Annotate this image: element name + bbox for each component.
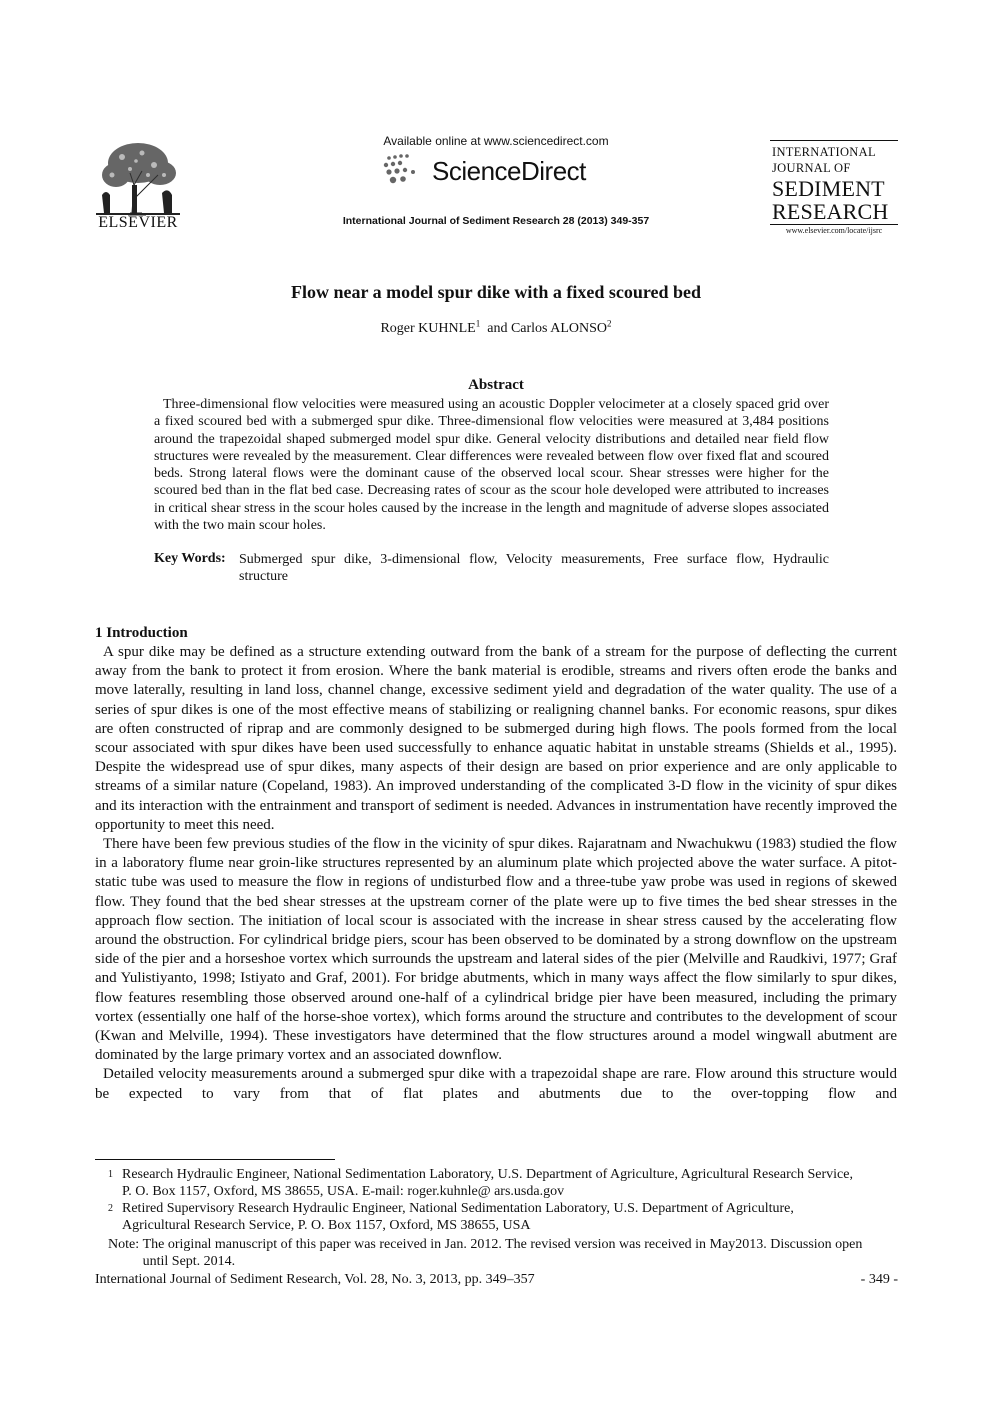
author-affiliation-mark: 2: [607, 318, 612, 329]
footnote-text: Research Hydraulic Engineer, National Sedimentation Laboratory, U.S. Department of Agriculture, Agricultural Research Service, P. O. Box 1157, Oxford, MS 38655, USA. E-mail: roger.kuhnle@ ars.usda.gov: [122, 1167, 853, 1199]
journal-logo-top-rule: [770, 140, 898, 141]
keywords-label: Key Words:: [154, 551, 226, 566]
journal-logo-line-3: SEDIMENT: [772, 176, 885, 201]
author-joiner: and: [487, 321, 508, 336]
author-affiliation-mark: 1: [475, 318, 481, 329]
journal-logo-line-4: RESEARCH: [772, 199, 889, 224]
journal-logo-line-2: JOURNAL OF: [772, 161, 851, 175]
keywords-text: Submerged spur dike, 3-dimensional flow, Velocity measurements, Free surface flow, Hydraulic structure: [239, 552, 829, 585]
page-number: - 349 -: [860, 1272, 898, 1287]
footnote-rule: [95, 1159, 335, 1160]
section-heading: 1 Introduction: [95, 625, 188, 641]
available-online-text: Available online at www.sciencedirect.com: [383, 134, 609, 148]
footer-citation: International Journal of Sediment Research, Vol. 28, No. 3, 2013, pp. 349–357: [95, 1272, 535, 1287]
paper-title: Flow near a model spur dike with a fixed scoured bed: [290, 282, 702, 302]
publisher-name: ELSEVIER: [98, 214, 178, 231]
journal-logo-line-1: INTERNATIONAL: [772, 145, 876, 159]
abstract-text: Three-dimensional flow velocities were measured using an acoustic Doppler velocimeter at a closely spaced grid over a fixed scoured bed with a submerged spur dike. Three-dimensional flow velocities were measured at 3,484 positions around the trapezoidal shaped submerged model spur dike. General velocity distributions and detailed near field flow structures were revealed by the measurement. Clear differences were revealed between flow over fixed flat and scoured beds. Strong lateral flows were the dominant cause of the observed local scour. Shear stresses were higher for the scoured bed than in the flat bed case. Decreasing rates of scour as the scour hole developed were attributed to increases in critical shear stress in the scour holes caused by the increase in the length and magnitude of adverse slopes associated with the two main scour holes.: [154, 397, 829, 534]
paragraph: A spur dike may be defined as a structure extending outward from the bank of a stream for the purpose of deflecting the current away from the bank to protect it from erosion. Where the bank material is erodible, streams and rivers often erode the banks and move laterally, resulting in land loss, channel change, excessive sediment yield and degradation of the water quality. The use of a series of spur dikes is one of the most effective means of stabilizing or realigning channel banks. For economic reasons, spur dikes are often constructed of riprap and are commonly designed to be submerged during high flows. The pools formed from the local scour associated with spur dikes have been used successfully to enhance aquatic habitat in unstable streams (Shields et al., 1995). Despite the widespread use of spur dikes, many aspects of their design are based on prior experience and are only applicable to streams of a similar nature (Copeland, 1983). An improved understanding of the complicated 3-D flow in the vicinity of spur dikes and its interaction with the entrainment and transport of sediment is needed. Advances in instrumentation have recently improved the opportunity to meet this need.: [95, 644, 897, 833]
journal-citation: International Journal of Sediment Research 28 (2013) 349-357: [342, 215, 650, 227]
introduction-body: [95, 643, 897, 1104]
journal-logo-url[interactable]: www.elsevier.com/locate/ijsrc: [785, 226, 883, 235]
footnote-number: 2: [108, 1203, 113, 1214]
author-name: Carlos ALONSO: [510, 321, 608, 336]
author-list: [96, 318, 896, 337]
abstract-heading: Abstract: [468, 377, 524, 393]
note-label: Note:: [108, 1237, 140, 1252]
footnote-2: [108, 1200, 868, 1234]
note-text: The original manuscript of this paper was received in Jan. 2012. The revised version was received in May2013. Discussion open until Sept. 2014.: [142, 1237, 863, 1269]
footnote-text: Retired Supervisory Research Hydraulic Engineer, National Sedimentation Laboratory, U.S. Department of Agriculture, Agricultural Research Service, P. O. Box 1157, Oxford, MS 38655, USA: [122, 1201, 794, 1233]
footnote-1: [108, 1166, 868, 1200]
manuscript-note: [108, 1236, 898, 1270]
author-name: Roger KUHNLE: [380, 321, 476, 336]
sciencedirect-dots-icon: [383, 152, 431, 186]
sciencedirect-wordmark: ScienceDirect: [432, 156, 586, 186]
footnote-number: 1: [108, 1169, 113, 1180]
paragraph: There have been few previous studies of the flow in the vicinity of spur dikes. Rajaratnam and Nwachukwu (1983) studied the flow in a laboratory flume near groin-like structures represented by an aluminum plate which projected above the water surface. A pitot-static tube was used to measure the flow in regions of undisturbed flow and a three-tube yaw probe was used in regions of skewed flow. They found that the bed shear stresses at the upstream corner of the plate were up to five times the bed shear stresses in the approach flow section. The initiation of local scour is associated with the increase in shear stress caused by the accelerating flow around the obstruction. For cylindrical bridge piers, scour has been observed to be dominated by a strong downflow on the upstream side of the pier and a horseshoe vortex which surrounds the upstream and lateral sides of the pier (Melville and Raudkivi, 1977; Graf and Yulistiyanto, 1998; Istiyato and Graf, 2001). For bridge abutments, which in many ways affect the flow similarly to spur dikes, flow features resembling those observed around one-half of a cylindrical bridge pier have been measured, including the primary vortex (essentially one half of the horse-shoe vortex), which forms around the structure and contributes to the development of scour (Kwan and Melville, 1994). These investigators have determined that the flow structures around a model wingwall abutment are dominated by the large primary vortex and an associated downflow.: [95, 836, 897, 1064]
paragraph: Detailed velocity measurements around a submerged spur dike with a trapezoidal shape are rare. Flow around this structure would be expected to vary from that of flat plates and abutments due to the over-topping flow and: [95, 1066, 897, 1102]
journal-logo-bottom-rule: [770, 224, 898, 225]
